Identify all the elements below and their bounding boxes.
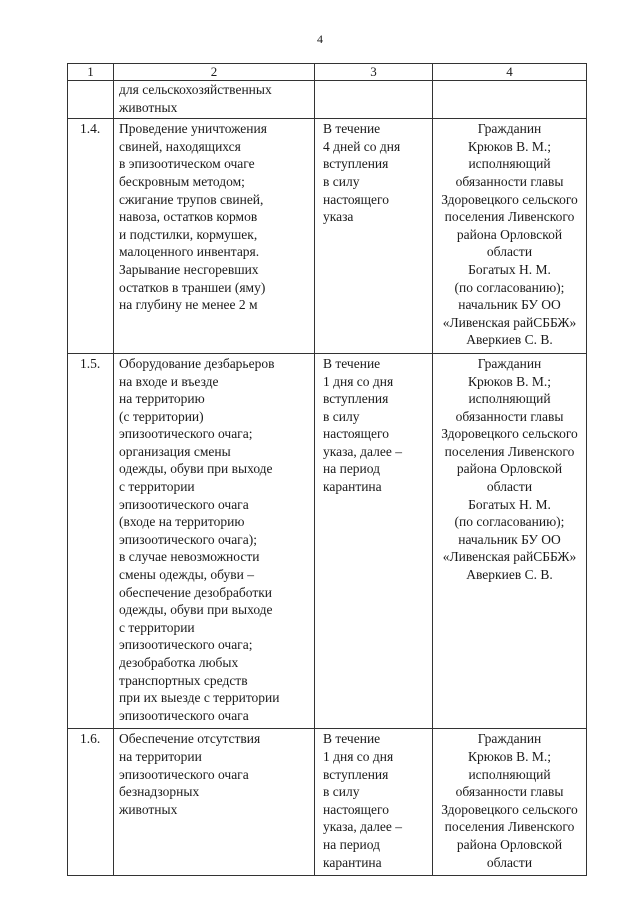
action-line: (входе на территорию: [119, 514, 245, 530]
responsible-line: Гражданин: [477, 355, 542, 371]
term-line: 1 дня со дня: [323, 748, 394, 764]
action-line: безнадзорных: [119, 784, 200, 800]
responsible-line: Аверкиев С. В.: [466, 567, 553, 583]
row-action: [114, 729, 315, 876]
responsible-line: (по согласованию);: [454, 279, 565, 295]
row-responsible: [433, 119, 587, 354]
row-action: [114, 353, 315, 728]
term-line: в силу: [323, 173, 360, 189]
term-line: указа, далее –: [323, 819, 402, 835]
action-line: в случае невозможности: [119, 549, 260, 565]
responsible-line: области: [486, 854, 533, 870]
action-line: с территории: [119, 619, 195, 635]
responsible-line: исполняющий: [468, 391, 551, 407]
responsible-line: района Орловской: [456, 836, 563, 852]
responsible-line: обязанности главы: [455, 784, 564, 800]
term-line: В течение: [323, 121, 381, 137]
action-line: эпизоотического очага;: [119, 637, 253, 653]
action-line: эпизоотического очага);: [119, 531, 257, 547]
header-cell-responsible: 4: [433, 64, 587, 81]
action-line: эпизоотического очага: [119, 707, 249, 723]
table-row: [68, 81, 587, 119]
action-line: транспортных средств: [119, 672, 248, 688]
term-line: карантина: [323, 854, 382, 870]
row-responsible: [433, 81, 587, 119]
row-responsible: [433, 353, 587, 728]
row-term: [315, 119, 433, 354]
row-action: [114, 119, 315, 354]
action-line: остатков в траншеи (яму): [119, 279, 266, 295]
row-number: 1.6.: [68, 729, 114, 876]
term-line: указа, далее –: [323, 443, 402, 459]
row-action: [114, 81, 315, 119]
action-line: (с территории): [119, 408, 204, 424]
action-line: животных: [119, 99, 178, 115]
term-line: указа: [323, 209, 354, 225]
action-line: на входе и въезде: [119, 373, 219, 389]
action-line: и подстилки, кормушек,: [119, 226, 258, 242]
action-line: эпизоотического очага;: [119, 426, 253, 442]
action-line: с территории: [119, 479, 195, 495]
responsible-line: обязанности главы: [455, 173, 564, 189]
action-line: Оборудование дезбарьеров: [119, 355, 275, 371]
table-row: [68, 119, 587, 354]
action-line: дезобработка любых: [119, 655, 239, 670]
action-line: Обеспечение отсутствия: [119, 731, 261, 747]
responsible-line: Здоровецкого сельского: [441, 191, 578, 207]
term-line: настоящего: [323, 191, 389, 207]
action-line: на территорию: [119, 391, 205, 407]
responsible-line: Крюков В. М.;: [467, 748, 552, 764]
term-line: 4 дней со дня: [323, 138, 401, 154]
term-line: В течение: [323, 731, 381, 747]
responsible-line: Аверкиев С. В.: [466, 332, 553, 348]
responsible-line: Здоровецкого сельского: [441, 801, 578, 817]
responsible-line: начальник БУ ОО: [458, 531, 561, 547]
responsible-line: исполняющий: [468, 156, 551, 172]
action-line: для сельскохозяйственных: [119, 82, 272, 97]
responsible-line: района Орловской: [456, 461, 563, 477]
action-line: одежды, обуви при выходе: [119, 461, 273, 477]
action-line: на территории: [119, 748, 202, 764]
action-line: эпизоотического очага: [119, 496, 249, 512]
responsible-line: «Ливенская райСББЖ»: [442, 314, 577, 330]
action-line: бескровным методом;: [119, 173, 245, 189]
action-line: свиней, находящихся: [119, 138, 241, 154]
header-cell-action: 2: [114, 64, 315, 81]
responsible-line: поселения Ливенского: [444, 443, 575, 459]
responsible-line: района Орловской: [456, 226, 563, 242]
row-term: [315, 729, 433, 876]
responsible-line: Гражданин: [477, 121, 542, 137]
row-term: [315, 81, 433, 119]
term-line: на период: [323, 461, 381, 477]
term-line: 1 дня со дня: [323, 373, 394, 389]
action-line: сжигание трупов свиней,: [119, 191, 264, 207]
term-line: в силу: [323, 784, 360, 800]
action-line: Зарывание несгоревших: [119, 261, 259, 277]
row-number: [68, 81, 114, 119]
action-line: малоценного инвентаря.: [119, 244, 260, 260]
header-cell-term: 3: [315, 64, 433, 81]
responsible-line: обязанности главы: [455, 408, 564, 424]
action-line: организация смены: [119, 443, 231, 459]
responsible-line: «Ливенская райСББЖ»: [442, 549, 577, 565]
table-row: [68, 729, 587, 876]
responsible-line: области: [486, 479, 533, 495]
table-row: [68, 353, 587, 728]
table-header-row: [68, 64, 587, 81]
row-number: 1.4.: [68, 119, 114, 354]
term-line: настоящего: [323, 426, 389, 442]
page-number: 4: [317, 32, 323, 46]
action-line: смены одежды, обуви –: [119, 567, 255, 583]
responsible-line: области: [486, 244, 533, 260]
action-line: в эпизоотическом очаге: [119, 156, 255, 172]
action-line: обеспечение дезобработки: [119, 584, 273, 600]
row-number: 1.5.: [68, 353, 114, 728]
measures-table: [67, 63, 587, 876]
term-line: карантина: [323, 479, 382, 495]
responsible-line: Богатых Н. М.: [468, 261, 551, 277]
action-line: эпизоотического очага: [119, 766, 249, 782]
term-line: вступления: [323, 391, 389, 407]
term-line: вступления: [323, 156, 389, 172]
action-line: на глубину не менее 2 м: [119, 297, 258, 313]
term-line: на период: [323, 836, 381, 852]
row-responsible: [433, 729, 587, 876]
term-line: В течение: [323, 355, 381, 371]
responsible-line: поселения Ливенского: [444, 819, 575, 835]
responsible-line: исполняющий: [468, 766, 551, 782]
responsible-line: поселения Ливенского: [444, 209, 575, 225]
responsible-line: Крюков В. М.;: [467, 138, 552, 154]
action-line: животных: [119, 801, 178, 817]
action-line: одежды, обуви при выходе: [119, 602, 273, 618]
term-line: вступления: [323, 766, 389, 782]
action-line: Проведение уничтожения: [119, 121, 267, 137]
responsible-line: Крюков В. М.;: [467, 373, 552, 389]
action-line: навоза, остатков кормов: [119, 209, 258, 225]
row-term: [315, 353, 433, 728]
responsible-line: Здоровецкого сельского: [441, 426, 578, 442]
responsible-line: Богатых Н. М.: [468, 496, 551, 512]
action-line: при их выезде с территории: [119, 690, 280, 706]
term-line: в силу: [323, 408, 360, 424]
responsible-line: Гражданин: [477, 731, 542, 747]
responsible-line: начальник БУ ОО: [458, 297, 561, 313]
header-cell-number: 1: [68, 64, 114, 81]
term-line: настоящего: [323, 801, 389, 817]
responsible-line: (по согласованию);: [454, 514, 565, 530]
